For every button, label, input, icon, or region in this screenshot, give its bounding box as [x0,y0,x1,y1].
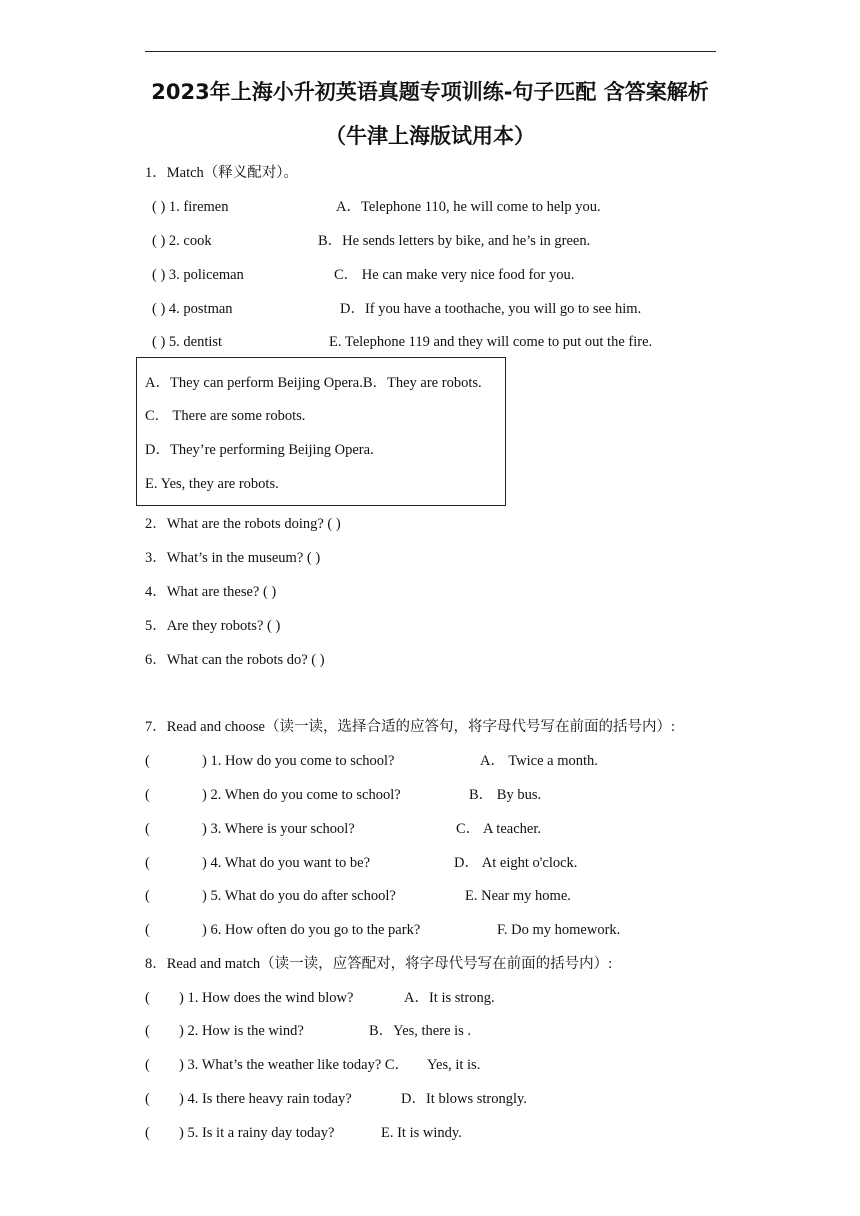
q7-row-right: E. Near my home. [465,888,571,904]
option-line: D．They’re performing Beijing Opera. [145,442,374,458]
q8-row-left: ) 2. How is the wind? [179,1023,304,1039]
q7-row-right: C． A teacher. [456,821,541,837]
q1-heading: 1．Match（释义配对）。 [145,165,299,181]
q8-row-right: E. It is windy. [381,1125,462,1141]
question-line: 4．What are these? ( ) [145,584,277,600]
answer-paren: ( [145,1125,150,1141]
answer-paren: ( [145,1023,150,1039]
q7-row-right: D． At eight o'clock. [454,855,578,871]
question-line: 2．What are the robots doing? ( ) [145,516,341,532]
q1-row-right: B．He sends letters by bike, and he’s in green. [318,233,591,249]
q1-row-left: ( ) 3. policeman [152,267,244,283]
answer-paren: ( [145,922,150,938]
answer-paren: ( [145,990,150,1006]
q7-heading: 7．Read and choose（读一读，选择合适的应答句，将字母代号写在前面的括号内）: [145,719,676,735]
document-title: 2023年上海小升初英语真题专项训练-句子匹配 含答案解析 [151,80,709,104]
question-line: 6．What can the robots do? ( ) [145,652,325,668]
q7-row-left: ) 1. How do you come to school? [202,753,395,769]
q7-row-left: ) 2. When do you come to school? [202,787,401,803]
q1-row-right: A．Telephone 110, he will come to help you. [336,199,601,215]
q1-row-left: ( ) 2. cook [152,233,212,249]
q1-row-right: C． He can make very nice food for you. [334,267,575,283]
q7-row-right: A． Twice a month. [480,753,598,769]
option-line: C． There are some robots. [145,408,306,424]
answer-paren: ( [145,787,150,803]
q8-row-right: Yes, it is. [427,1057,481,1073]
q8-row-right: D．It blows strongly. [401,1091,527,1107]
answer-paren: ( [145,821,150,837]
question-line: 5．Are they robots? ( ) [145,618,281,634]
answer-paren: ( [145,753,150,769]
header-rule [145,51,716,52]
q8-row-left: ) 3. What’s the weather like today? C． [179,1057,410,1073]
answer-paren: ( [145,888,150,904]
q1-row-left: ( ) 5. dentist [152,334,223,350]
q1-row-right: D．If you have a toothache, you will go to see him. [340,301,642,317]
option-line: A．They can perform Beijing Opera.B．They are robots. [145,375,482,391]
q7-row-left: ) 5. What do you do after school? [202,888,396,904]
q1-row-right: E. Telephone 119 and they will come to put out the fire. [329,334,653,350]
document-subtitle: （牛津上海版试用本） [325,124,535,148]
q1-row-left: ( ) 1. firemen [152,199,229,215]
q8-row-left: ) 5. Is it a rainy day today? [179,1125,335,1141]
answer-paren: ( [145,1091,150,1107]
q7-row-left: ) 4. What do you want to be? [202,855,371,871]
q7-row-right: F. Do my homework. [497,922,621,938]
q8-row-right: A．It is strong. [404,990,495,1006]
q1-row-left: ( ) 4. postman [152,301,233,317]
answer-paren: ( [145,1057,150,1073]
q8-row-right: B．Yes, there is . [369,1023,472,1039]
q8-heading: 8．Read and match（读一读，应答配对，将字母代号写在前面的括号内）: [145,956,613,972]
answer-paren: ( [145,855,150,871]
q8-row-left: ) 4. Is there heavy rain today? [179,1091,352,1107]
question-line: 3．What’s in the museum? ( ) [145,550,321,566]
q7-row-left: ) 3. Where is your school? [202,821,355,837]
q8-row-left: ) 1. How does the wind blow? [179,990,354,1006]
q7-row-right: B． By bus. [469,787,542,803]
option-line: E. Yes, they are robots. [145,476,279,492]
q7-row-left: ) 6. How often do you go to the park? [202,922,421,938]
